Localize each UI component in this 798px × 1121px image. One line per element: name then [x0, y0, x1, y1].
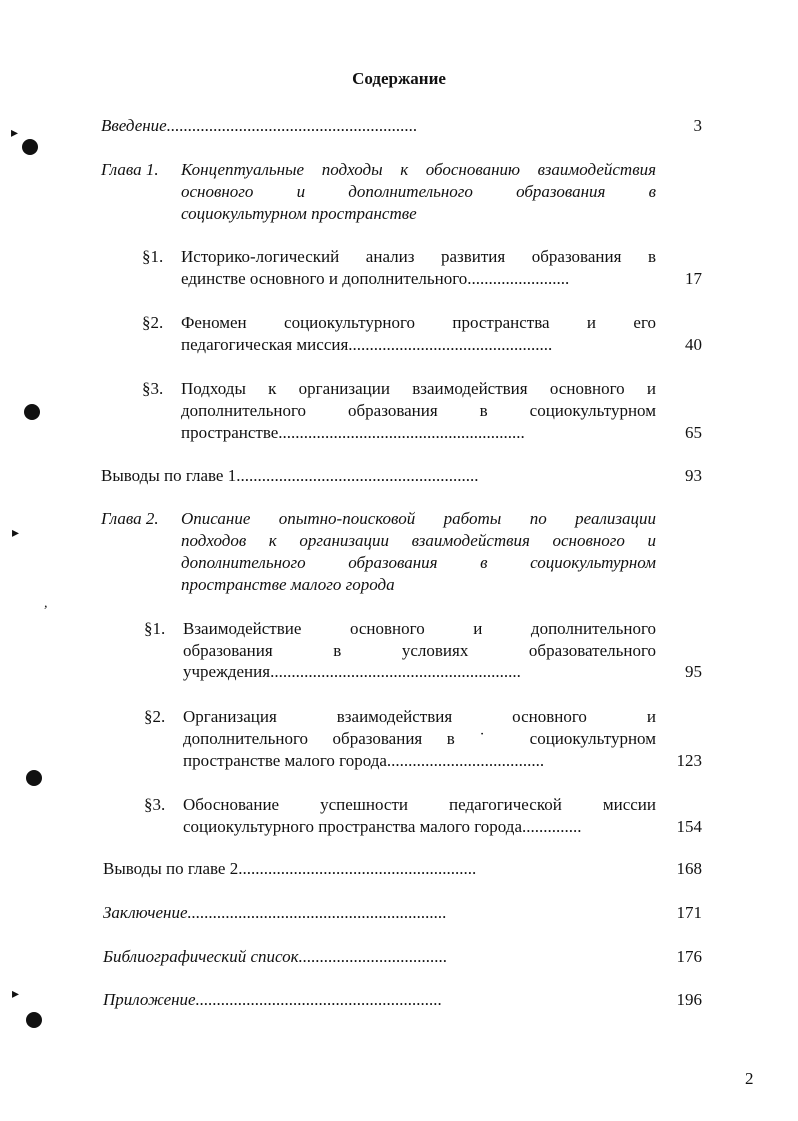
toc-label: Выводы по главе 2: [103, 859, 239, 878]
toc-dots: .............................................................: [187, 903, 447, 922]
section-title-text: единстве основного и дополнительного: [181, 269, 468, 288]
binder-hole: [22, 139, 38, 155]
section-title-text: пространстве малого города: [183, 751, 387, 770]
section-title-text: учреждения: [183, 662, 271, 681]
toc-dots: ..........................................................: [278, 423, 525, 442]
toc-entry-conclusion[interactable]: [103, 902, 447, 924]
toc-page: 123: [676, 751, 702, 770]
toc-page: 17: [685, 269, 702, 288]
section-title-line: [183, 661, 521, 683]
page-title: Содержание: [352, 69, 446, 88]
toc-entry-conclusions2[interactable]: [103, 858, 476, 880]
scan-mark: ▸: [11, 126, 19, 141]
section-title-line: Историко-логический анализ развития образования в: [181, 247, 656, 266]
chapter2-title-line: пространстве малого города: [181, 575, 395, 594]
section-title-line: Обоснование успешности педагогической миссии: [183, 795, 656, 814]
toc-page: 95: [685, 662, 702, 681]
toc-page: 171: [676, 903, 702, 922]
chapter1-title-line: основного и дополнительного образования в: [181, 182, 656, 201]
toc-label: Заключение: [103, 903, 188, 922]
toc-page: 176: [676, 947, 702, 966]
toc-entry-bibliography[interactable]: [103, 946, 447, 968]
toc-page: 168: [676, 859, 702, 878]
toc-page: 154: [676, 817, 702, 836]
toc-entry-appendix[interactable]: [103, 989, 442, 1011]
section-title-line: [181, 422, 525, 444]
section-label: §1.: [142, 247, 164, 266]
chapter2-label: Глава 2.: [101, 509, 159, 528]
section-title-line: Организация взаимодействия основного и: [183, 707, 656, 726]
section-title-line: Подходы к организации взаимодействия основного и: [181, 379, 656, 398]
section-title-text: педагогическая миссия: [181, 335, 349, 354]
toc-label: Приложение: [103, 990, 196, 1009]
toc-page: 196: [676, 990, 702, 1009]
chapter2-title-line: дополнительного образования в социокультурном: [181, 553, 656, 572]
binder-hole: [24, 404, 40, 420]
chapter1-label: Глава 1.: [101, 160, 159, 179]
section-title-line: дополнительного образования в ˙ социокультурном: [183, 729, 656, 748]
toc-dots: ........................................................: [238, 859, 477, 878]
section-title-line: [183, 816, 582, 838]
binder-hole: [26, 1012, 42, 1028]
toc-dots: ..............: [522, 817, 582, 836]
toc-entry-conclusions1[interactable]: [101, 465, 478, 487]
scan-mark: ▸: [12, 987, 20, 1002]
toc-dots: ........................: [467, 269, 570, 288]
section-title-line: Феномен социокультурного пространства и его: [181, 313, 656, 332]
section-title-line: дополнительного образования в социокультурном: [181, 401, 656, 420]
scan-mark: ,: [44, 596, 48, 611]
toc-label: Библиографический список: [103, 947, 299, 966]
toc-label: Выводы по главе 1: [101, 466, 237, 485]
section-title-line: [181, 334, 552, 356]
section-title-line: [181, 268, 569, 290]
chapter2-title-line: подходов к организации взаимодействия основного и: [181, 531, 656, 550]
page-number: 2: [745, 1069, 754, 1088]
scan-mark: ▸: [12, 526, 20, 541]
toc-page: 40: [685, 335, 702, 354]
toc-entry-intro[interactable]: [101, 115, 417, 137]
chapter1-title-line: Концептуальные подходы к обоснованию взаимодействия: [181, 160, 656, 179]
toc-label: Введение: [101, 116, 167, 135]
section-label: §3.: [142, 379, 164, 398]
toc-page-intro: 3: [693, 116, 702, 135]
section-title-line: [183, 750, 544, 772]
toc-page: 65: [685, 423, 702, 442]
toc-dots: ...................................: [298, 947, 448, 966]
toc-dots: ...........................................................: [166, 116, 418, 135]
toc-page: 93: [685, 466, 702, 485]
chapter2-title-line: Описание опытно-поисковой работы по реализации: [181, 509, 656, 528]
section-label: §2.: [142, 313, 164, 332]
section-label: §2.: [144, 707, 166, 726]
section-title-text: социокультурного пространства малого города: [183, 817, 522, 836]
section-label: §3.: [144, 795, 166, 814]
toc-dots: .....................................: [386, 751, 545, 770]
section-title-line: Взаимодействие основного и дополнительного: [183, 619, 656, 638]
toc-dots: ...........................................................: [270, 662, 521, 681]
section-title-text: пространстве: [181, 423, 279, 442]
binder-hole: [26, 770, 42, 786]
section-label: §1.: [144, 619, 166, 638]
toc-dots: ................................................: [348, 335, 553, 354]
chapter1-title-line: социокультурном пространстве: [181, 204, 417, 223]
toc-dots: .........................................................: [236, 466, 479, 485]
section-title-line: образования в условиях образовательного: [183, 641, 656, 660]
toc-dots: ..........................................................: [195, 990, 443, 1009]
